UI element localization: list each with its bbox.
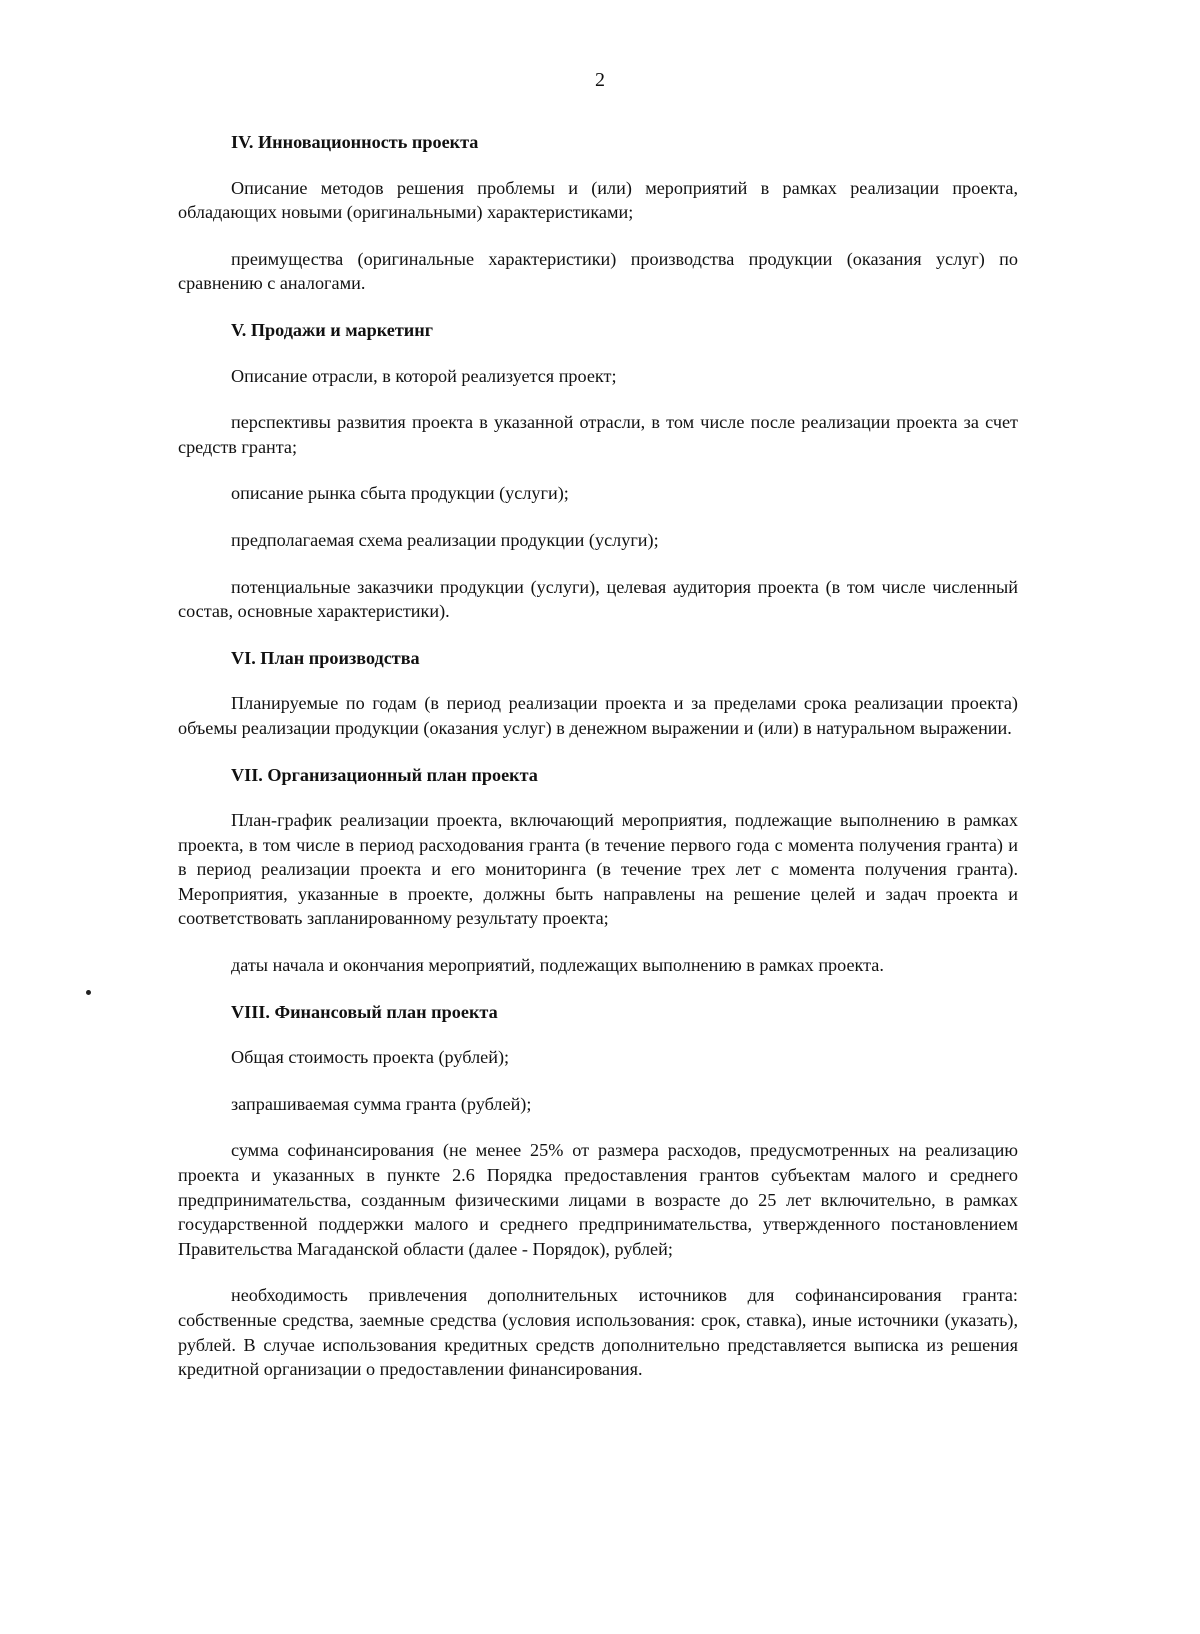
section-production-plan [178,646,1018,741]
section-innovation [178,130,1018,296]
scan-dot-mark [86,990,91,995]
paragraph: Общая стоимость проекта (рублей); [231,1047,510,1068]
section-sales-marketing [178,318,1018,624]
paragraph: Планируемые по годам (в период реализации проекта и за пределами срока реализации проекта) объемы реализации продукции (оказания услуг) в денежном выражении и (или) в натуральном выражении. [178,693,1018,738]
paragraph: Описание отрасли, в которой реализуется проект; [231,365,617,386]
paragraph: Описание методов решения проблемы и (или) мероприятий в рамках реализации проекта, обладающих новыми (оригинальными) характеристиками; [178,177,1018,223]
paragraph: необходимость привлечения дополнительных источников для софинансирования гранта: собственные средства, заемные средства (условия использования: срок, ставка), иные источники (указать), рублей. В случае использования кредитных средств дополнительно представляется выписка из решения кредитной организации о предоставлении финансирования. [178,1285,1018,1380]
section-organizational-plan [178,763,1018,978]
document-body [178,130,1018,1404]
section-heading: IV. Инновационность проекта [231,132,479,152]
section-financial-plan [178,1000,1018,1382]
paragraph: преимущества (оригинальные характеристики) производства продукции (оказания услуг) по сравнению с аналогами. [178,248,1018,294]
paragraph: описание рынка сбыта продукции (услуги); [231,483,569,504]
section-heading: VIII. Финансовый план проекта [231,1001,498,1022]
section-heading: V. Продажи и маркетинг [231,319,433,340]
paragraph: предполагаемая схема реализации продукции (услуги); [231,529,659,550]
paragraph: даты начала и окончания мероприятий, подлежащих выполнению в рамках проекта. [231,955,884,976]
section-heading: VII. Организационный план проекта [231,764,538,785]
paragraph: потенциальные заказчики продукции (услуги), целевая аудитория проекта (в том числе численный состав, основные характеристики). [178,576,1018,622]
paragraph: сумма софинансирования (не менее 25% от размера расходов, предусмотренных на реализацию проекта и указанных в пункте 2.6 Порядка предоставления грантов субъектам малого и среднего предпринимательства, созданным физическими лицами в возрасте до 25 лет включительно, в рамках государственной поддержки малого и среднего предпринимательства, утвержденного постановлением Правительства Магаданской области (далее - Порядок), рублей; [178,1140,1018,1259]
paragraph: запрашиваемая сумма гранта (рублей); [231,1093,532,1114]
paragraph: перспективы развития проекта в указанной отрасли, в том числе после реализации проекта за счет средств гранта; [178,412,1018,457]
page-number: 2 [595,69,605,91]
section-heading: VI. План производства [231,647,420,668]
paragraph: План-график реализации проекта, включающий мероприятия, подлежащие выполнению в рамках проекта, в том числе в период расходования гранта (в течение первого года с момента получения гранта) и в период реализации проекта и его мониторинга (в течение трех лет с момента получения гранта). Мероприятия, указанные в проекте, должны быть направлены на решение целей и задач проекта и соответствовать запланированному результату проекта; [178,810,1018,929]
